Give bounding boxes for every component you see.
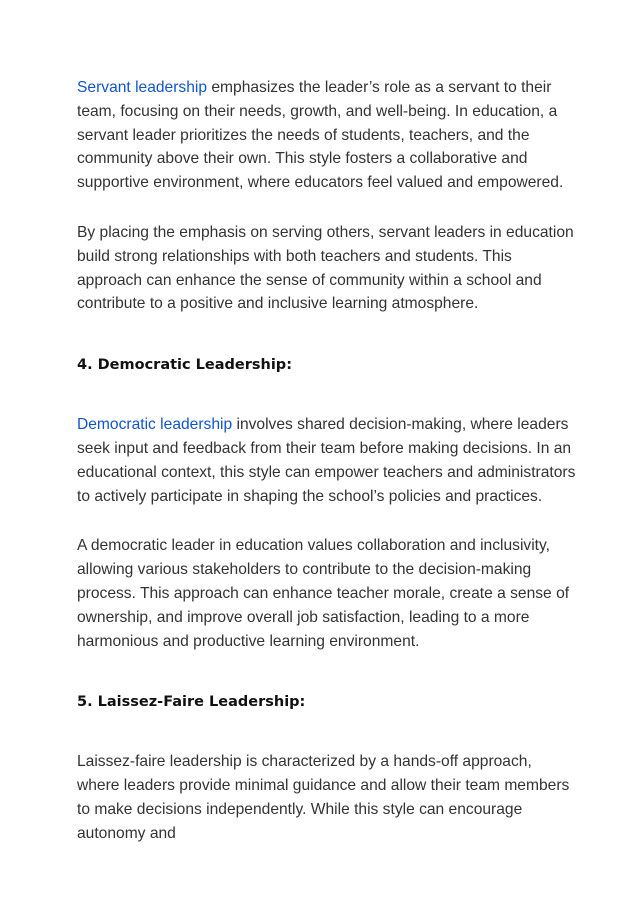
servant-paragraph-1-text: emphasizes the leader’s role as a servant to their team, focusing on their needs, growth, and well-being. In education, a servant leader prioritizes the needs of students, teachers, and the community above their own. This style fosters a collaborative and supportive environment, where educators feel valued and empowered. bbox=[77, 79, 564, 192]
laissez-faire-paragraph-1: Laissez-faire leadership is characterized by a hands-off approach, where leaders provide minimal guidance and allow their team members to make decisions independently. While this style can encourage autonomy and bbox=[77, 753, 570, 842]
servant-paragraph-1 bbox=[77, 76, 577, 195]
servant-paragraph-2: By placing the emphasis on serving others, servant leaders in education build strong relationships with both teachers and students. This approach can enhance the sense of community within a school and contribute to a positive and inclusive learning atmosphere. bbox=[77, 223, 574, 313]
democratic-paragraph-1 bbox=[77, 413, 577, 508]
democratic-paragraph-2: A democratic leader in education values collaboration and inclusivity, allowing various stakeholders to contribute to the decision-making process. This approach can enhance teacher morale, create a sense of ownership, and improve overall job satisfaction, leading to a more harmonious and productive learning environment. bbox=[77, 537, 570, 650]
democratic-paragraph-1-text: involves shared decision-making, where leaders seek input and feedback from their team before making decisions. In an educational context, this style can empower teachers and administrators to actively participate in shaping the school’s policies and practices. bbox=[77, 416, 576, 505]
servant-leadership-link[interactable]: Servant leadership bbox=[77, 79, 208, 96]
laissez-faire-heading: 5. Laissez-Faire Leadership: bbox=[77, 694, 306, 711]
democratic-heading: 4. Democratic Leadership: bbox=[77, 357, 292, 374]
document-page bbox=[77, 72, 577, 846]
democratic-leadership-link[interactable]: Democratic leadership bbox=[77, 416, 233, 434]
